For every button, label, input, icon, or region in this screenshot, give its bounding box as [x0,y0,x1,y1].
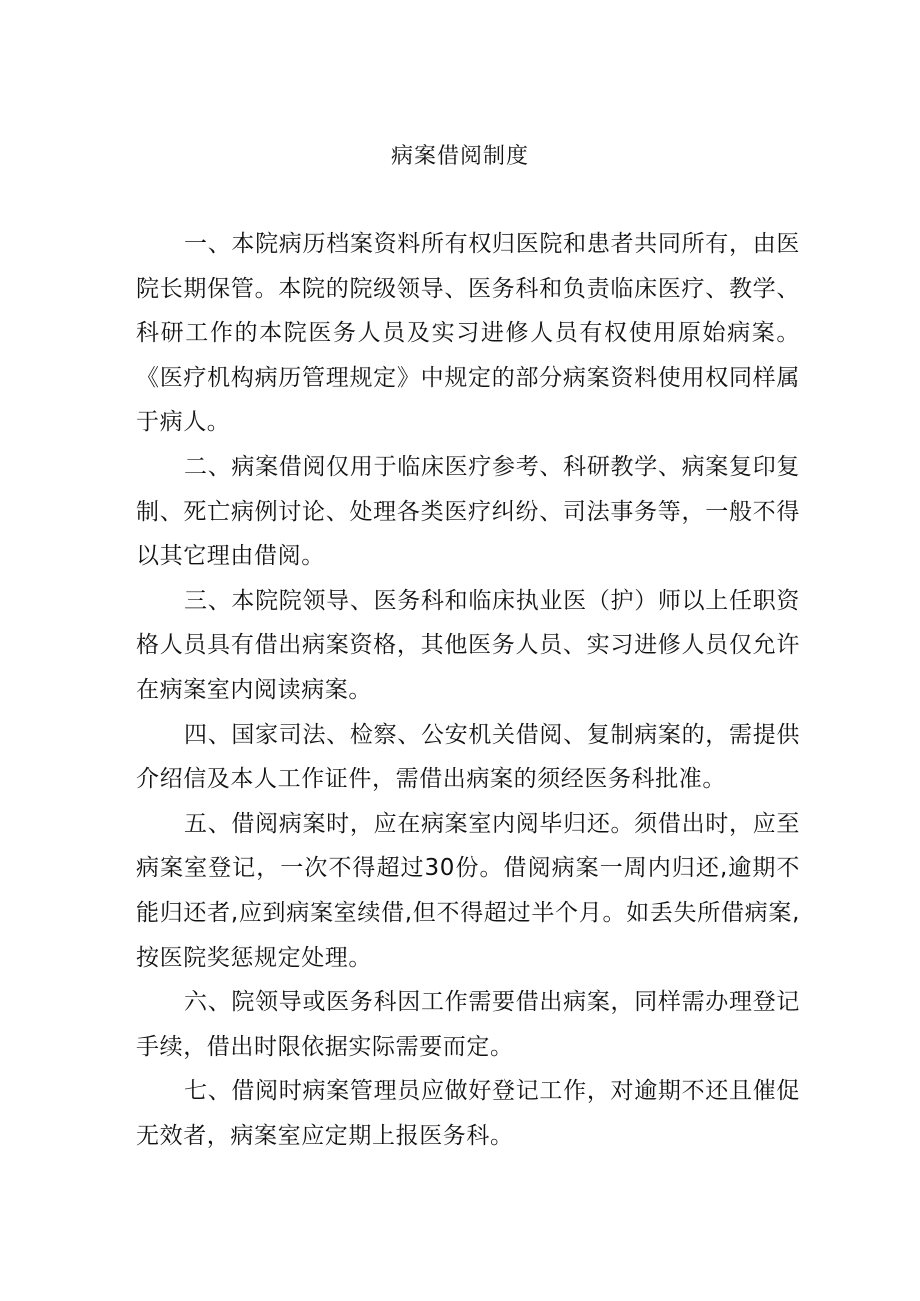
paragraph-2: 二、病案借阅仅用于临床医疗参考、科研教学、病案复印复制、死亡病例讨论、处理各类医疗纠纷、司法事务等，一般不得以其它理由借阅。 [136,453,800,570]
paragraph-1: 一、本院病历档案资料所有权归医院和患者共同所有，由医院长期保管。本院的院级领导、医务科和负责临床医疗、教学、科研工作的本院医务人员及实习进修人员有权使用原始病案。《医疗机构病历管理规定》中规定的部分病案资料使用权同样属于病人。 [136,231,800,436]
document-body [136,222,800,1158]
paragraph-4: 四、国家司法、检察、公安机关借阅、复制病案的，需提供介绍信及本人工作证件，需借出病案的须经医务科批准。 [136,721,800,793]
paragraph-3: 三、本院院领导、医务科和临床执业医（护）师以上任职资格人员具有借出病案资格，其他医务人员、实习进修人员仅允许在病案室内阅读病案。 [136,587,800,703]
document-title: 病案借阅制度 [390,144,529,169]
paragraph-5: 五、借阅病案时，应在病案室内阅毕归还。须借出时，应至病案室登记，一次不得超过30份。借阅病案一周内归还,逾期不能归还者,应到病案室续借,但不得超过半个月。如丢失所借病案,按医院奖惩规定处理。 [136,810,800,971]
paragraph-6: 六、院领导或医务科因工作需要借出病案，同样需办理登记手续，借出时限依据实际需要而定。 [136,989,800,1060]
paragraph-7: 七、借阅时病案管理员应做好登记工作，对逾期不还且催促无效者，病案室应定期上报医务科。 [136,1078,800,1149]
